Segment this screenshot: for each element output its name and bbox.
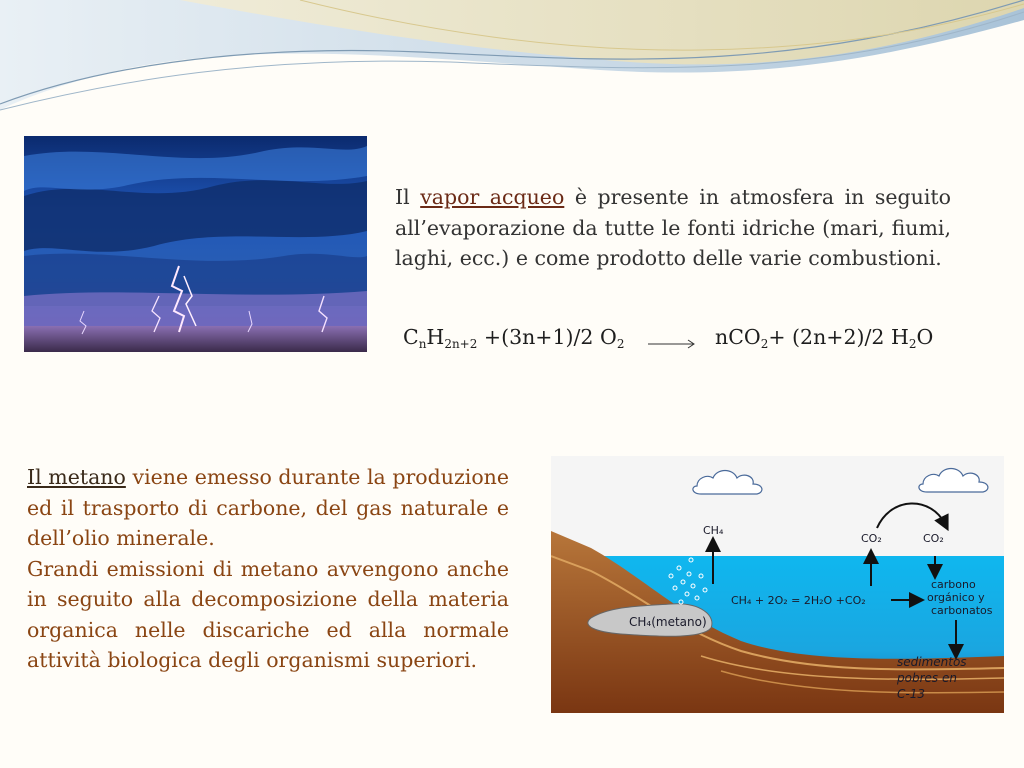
ch4-label: CH₄ bbox=[703, 524, 724, 537]
equation-reactants: $C_nH_{2n+2} +(3n+1)/2$ $O_2$ bbox=[403, 325, 625, 351]
vapor-paragraph bbox=[395, 182, 951, 274]
reaction-label: CH₄ + 2O₂ = 2H₂O +CO₂ bbox=[731, 594, 866, 607]
metano-paragraph-2: Grandi emissioni di metano avvengono anche in seguito alla decomposizione della materia organica nelle discariche ed alla normale attività biologica degli organismi superiori. bbox=[27, 556, 509, 672]
combustion-equation bbox=[403, 325, 963, 361]
metano-paragraph bbox=[27, 462, 509, 676]
co2-left-label: CO₂ bbox=[861, 532, 882, 545]
reaction-arrow-icon bbox=[648, 339, 696, 349]
vapor-pre: Il bbox=[395, 185, 421, 209]
vapor-term-link[interactable]: vapor acqueo bbox=[420, 185, 565, 209]
metano-term-link[interactable]: Il metano bbox=[27, 465, 126, 489]
carbon-label-1: carbono bbox=[931, 578, 976, 591]
sediment-label-1: sedimentos bbox=[897, 655, 967, 669]
methane-pocket-label: CH₄(metano) bbox=[629, 615, 707, 629]
decorative-wave-header bbox=[0, 0, 1024, 120]
co2-right-label: CO₂ bbox=[923, 532, 944, 545]
carbon-label-2: orgánico y bbox=[927, 591, 985, 604]
methane-cycle-diagram bbox=[551, 456, 1004, 713]
carbon-label-3: carbonatos bbox=[931, 604, 993, 617]
metano-paragraph-1: Il metano viene emesso durante la produzione ed il trasporto di carbone, del gas naturale e dell’olio minerale. bbox=[27, 465, 509, 550]
vapor-text: è presente in atmosfera in seguito all’evaporazione da tutte le fonti idriche (mari, fiumi, laghi, ecc.) e come prodotto delle varie combustioni. bbox=[395, 185, 951, 270]
storm-lightning-photo bbox=[24, 136, 367, 352]
sediment-label-3: C-13 bbox=[897, 687, 925, 701]
equation-products: nCO$_2$+ (2n+2)/2 $H_2O$ bbox=[715, 325, 934, 351]
sediment-label-2: pobres en bbox=[897, 671, 957, 685]
